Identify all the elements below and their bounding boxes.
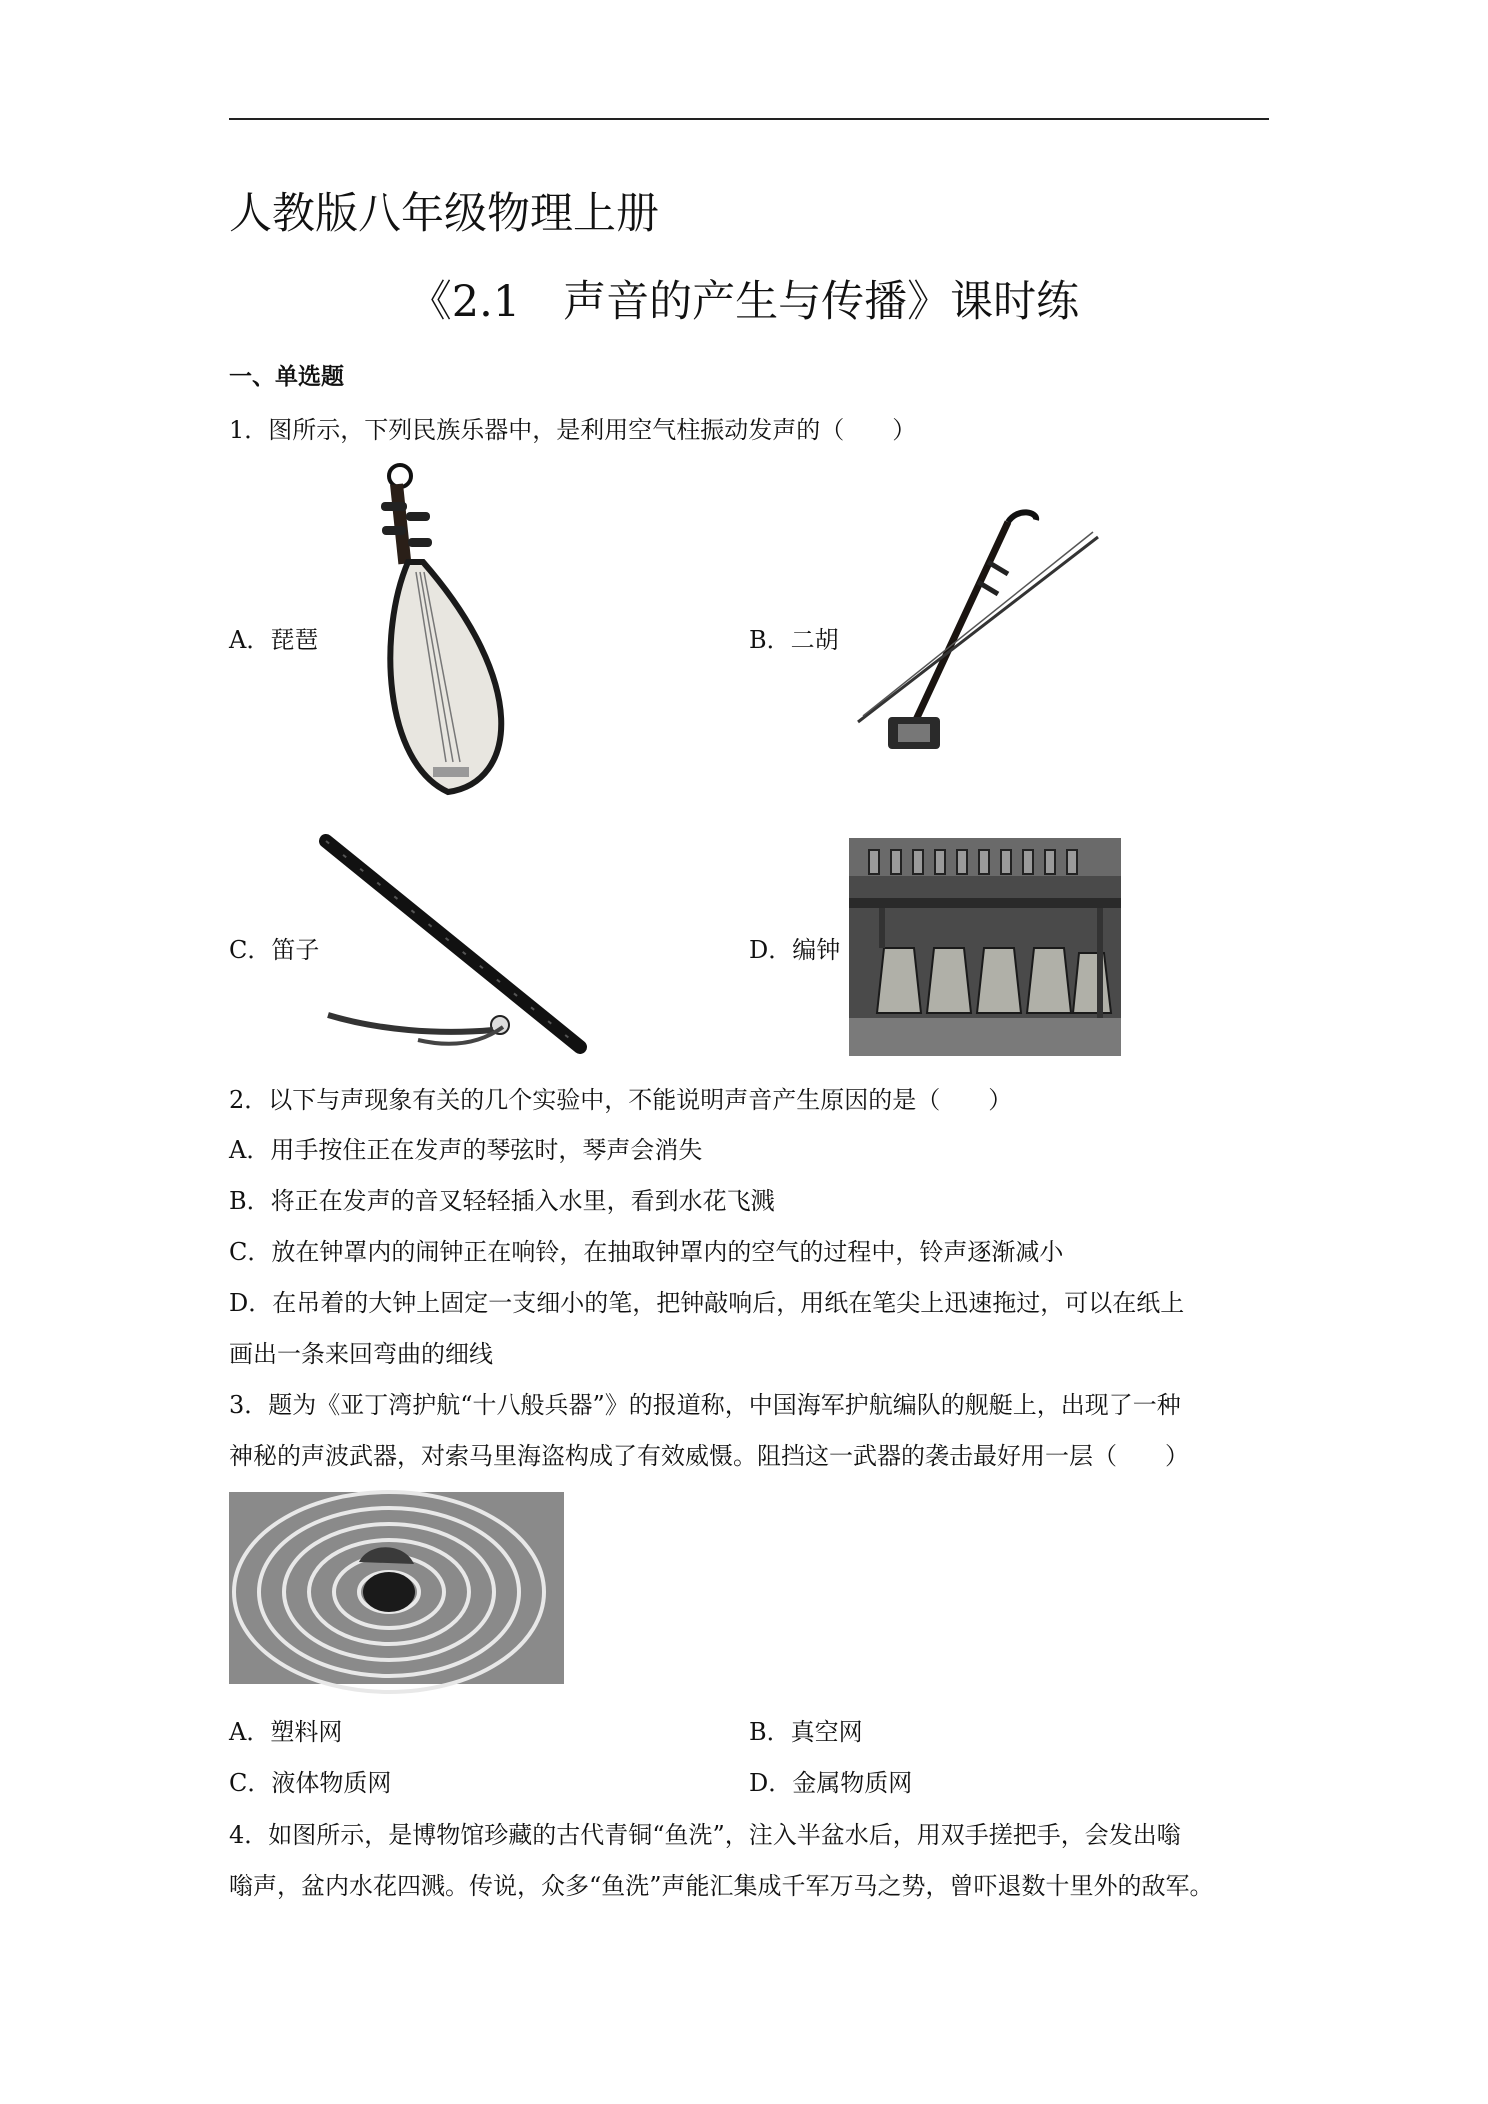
q1-option-c: C．笛子 xyxy=(229,936,320,964)
q2-option-d-continued: 画出一条来回弯曲的细线 xyxy=(229,1340,493,1368)
question-2-stem: 2．以下与声现象有关的几个实验中，不能说明声音产生原因的是（ ） xyxy=(229,1086,1013,1114)
question-3-stem-line-2: 神秘的声波武器，对索马里海盗构成了有效威慑。阻挡这一武器的袭击最好用一层（ ） xyxy=(229,1442,1189,1470)
sound-wave-image xyxy=(229,1492,564,1684)
page-title: 人教版八年级物理上册 xyxy=(229,189,659,239)
q1-option-a: A．琵琶 xyxy=(229,626,319,654)
bianzhong-image xyxy=(849,838,1121,1056)
q2-option-c: C．放在钟罩内的闹钟正在响铃，在抽取钟罩内的空气的过程中，铃声逐渐减小 xyxy=(229,1238,1064,1266)
q2-option-d: D．在吊着的大钟上固定一支细小的笔，把钟敲响后，用纸在笔尖上迅速拖过，可以在纸上 xyxy=(229,1289,1185,1317)
question-3-stem-line-1: 3．题为《亚丁湾护航“十八般兵器”》的报道称，中国海军护航编队的舰艇上，出现了一种 xyxy=(229,1391,1181,1419)
erhu-image xyxy=(858,502,1098,757)
question-4-stem-line-1: 4．如图所示，是博物馆珍藏的古代青铜“鱼洗”，注入半盆水后，用双手搓把手，会发出嗡 xyxy=(229,1821,1181,1849)
q1-option-d: D．编钟 xyxy=(749,936,841,964)
q3-option-a: A．塑料网 xyxy=(229,1718,343,1746)
question-4-stem-line-2: 嗡声，盆内水花四溅。传说，众多“鱼洗”声能汇集成千军万马之势，曾吓退数十里外的敌军。 xyxy=(229,1872,1214,1900)
question-1-stem: 1．图所示，下列民族乐器中，是利用空气柱振动发声的（ ） xyxy=(229,416,917,444)
q1-option-b: B．二胡 xyxy=(749,626,839,654)
q2-option-b: B．将正在发声的音叉轻轻插入水里，看到水花飞溅 xyxy=(229,1187,775,1215)
header-rule xyxy=(229,118,1269,120)
section-heading: 一、单选题 xyxy=(229,364,344,390)
pipa-image xyxy=(378,462,528,802)
q3-option-b: B．真空网 xyxy=(749,1718,863,1746)
dizi-image xyxy=(318,835,588,1060)
q2-option-a: A．用手按住正在发声的琴弦时，琴声会消失 xyxy=(229,1136,703,1164)
q3-option-d: D．金属物质网 xyxy=(749,1769,913,1797)
q3-option-c: C．液体物质网 xyxy=(229,1769,392,1797)
page-subtitle: 《2.1 声音的产生与传播》课时练 xyxy=(408,277,1080,327)
